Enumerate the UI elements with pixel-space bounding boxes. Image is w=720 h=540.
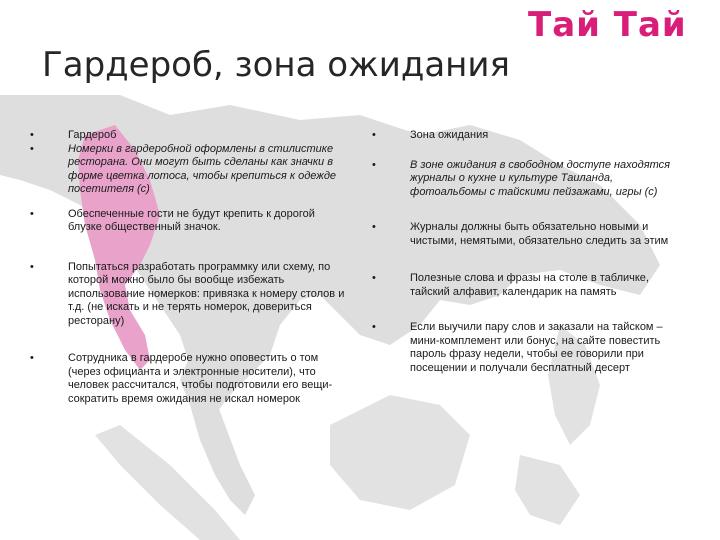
list-item <box>30 208 350 235</box>
list-item-text: Если выучили пару слов и заказали на тайском – мини-комплемент или бонус, на сайте повестить пароль фразу недели, чтобы ее говорили при посещении и получали бесплатный десерт <box>410 321 663 374</box>
bullet-icon: • <box>30 352 34 364</box>
list-item-text: Зона ожидания <box>410 129 489 141</box>
bullet-icon: • <box>372 129 376 141</box>
list-item-text: В зоне ожидания в свободном доступе находятся журналы о кухне и культуре Таиланда, фотоальбомы с тайскими пейзажами, игры (с) <box>410 158 671 198</box>
list-item <box>372 272 682 299</box>
brand-logo-text: Тай Тай <box>528 6 687 42</box>
list-item <box>372 321 682 375</box>
list-item <box>30 143 350 197</box>
list-item-text: Сотрудника в гардеробе нужно оповестить о том (через официанта и электронные носители), что человек рассчитался, чтобы подготовили его вещи- сократить время ожидания не искал номерок <box>68 352 333 405</box>
list-item-text: Журналы должны быть обязательно новыми и чистыми, немятыми, обязательно следить за этим <box>410 221 669 247</box>
list-item <box>30 352 350 406</box>
list-item-text: Полезные слова и фразы на столе в табличке, тайский алфавит, календарик на память <box>410 272 649 298</box>
map-island-borneo <box>330 395 470 510</box>
bullet-icon: • <box>30 142 34 155</box>
list-item <box>372 221 682 248</box>
bullet-icon: • <box>30 260 34 273</box>
brand-logo <box>528 6 714 42</box>
list-item <box>30 261 350 329</box>
bullet-icon: • <box>372 321 376 333</box>
bullet-icon: • <box>30 207 34 220</box>
left-column <box>30 129 350 406</box>
list-item <box>372 159 682 200</box>
bullet-icon: • <box>372 221 376 233</box>
list-item <box>30 129 350 143</box>
list-item-text: Попытаться разработать программку или схему, по которой можно было бы вообще избежать использование номерков: привязка к номеру столов и т.д. (не искать и не терять номерок, довериться ресторану) <box>68 260 345 327</box>
list-item-text: Номерки в гардеробной оформлены в стилистике ресторана. Они могут быть сделаны как значки в форме цветка лотоса, чтобы крепиться к одежде посетителя (с) <box>68 142 337 195</box>
map-island-sulawesi <box>515 455 580 525</box>
right-column <box>372 129 682 375</box>
bullet-icon: • <box>30 129 34 141</box>
bullet-icon: • <box>372 272 376 284</box>
list-item-text: Гардероб <box>68 129 117 141</box>
page-title: Гардероб, зона ожидания <box>42 45 510 85</box>
bullet-icon: • <box>372 158 376 171</box>
list-item <box>372 129 682 143</box>
list-item-text: Обеспеченные гости не будут крепить к дорогой блузке общественный значок. <box>68 207 315 233</box>
